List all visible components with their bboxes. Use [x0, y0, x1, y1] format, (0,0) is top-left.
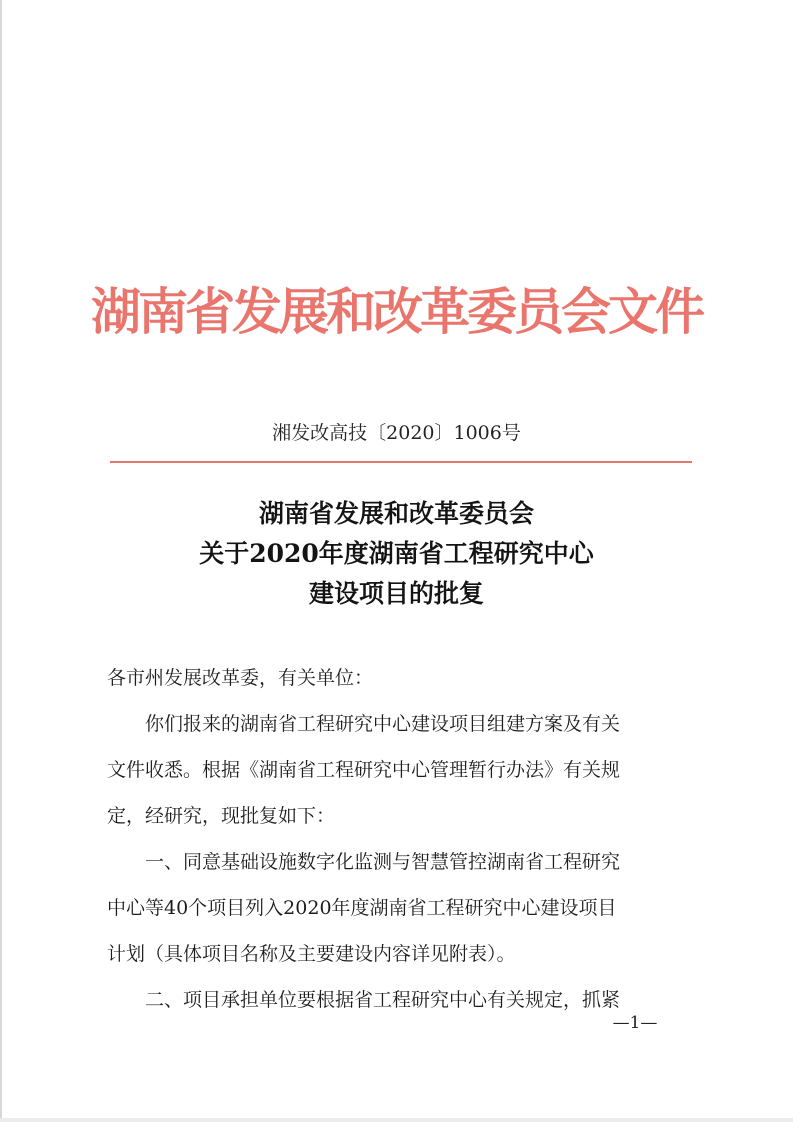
paragraph-2-line-1: 一、同意基础设施数字化监测与智慧管控湖南省工程研究: [145, 851, 621, 873]
paragraph-3-line-1: 二、项目承担单位要根据省工程研究中心有关规定，抓紧: [145, 989, 621, 1011]
title-line-2: 关于2020年度湖南省工程研究中心: [199, 539, 594, 568]
title-line-1: 湖南省发展和改革委员会: [258, 499, 534, 528]
red-divider-rule: [110, 461, 692, 463]
scan-bottom-edge: [0, 1118, 793, 1122]
paragraph-2-line-2: 中心等40个项目列入2020年度湖南省工程研究中心建设项目: [107, 897, 617, 919]
title-line-3: 建设项目的批复: [308, 579, 484, 608]
salutation: 各市州发展改革委，有关单位：: [107, 667, 374, 689]
paragraph-1-line-3: 定，经研究，现批复如下：: [107, 805, 336, 827]
document-number: 湘发改高技〔2020〕1006号: [272, 422, 521, 444]
document-masthead: 湖南省发展和改革委员会文件: [91, 282, 702, 341]
paragraph-1-line-1: 你们报来的湖南省工程研究中心建设项目组建方案及有关: [145, 713, 621, 735]
page-number: —1—: [612, 1013, 658, 1033]
paragraph-2-line-3: 计划（具体项目名称及主要建设内容详见附表）。: [107, 943, 516, 965]
scan-left-edge: [0, 0, 2, 1122]
paragraph-1-line-2: 文件收悉。根据《湖南省工程研究中心管理暂行办法》有关规: [107, 759, 621, 781]
document-body: [107, 663, 693, 1015]
document-title: [60, 494, 733, 614]
